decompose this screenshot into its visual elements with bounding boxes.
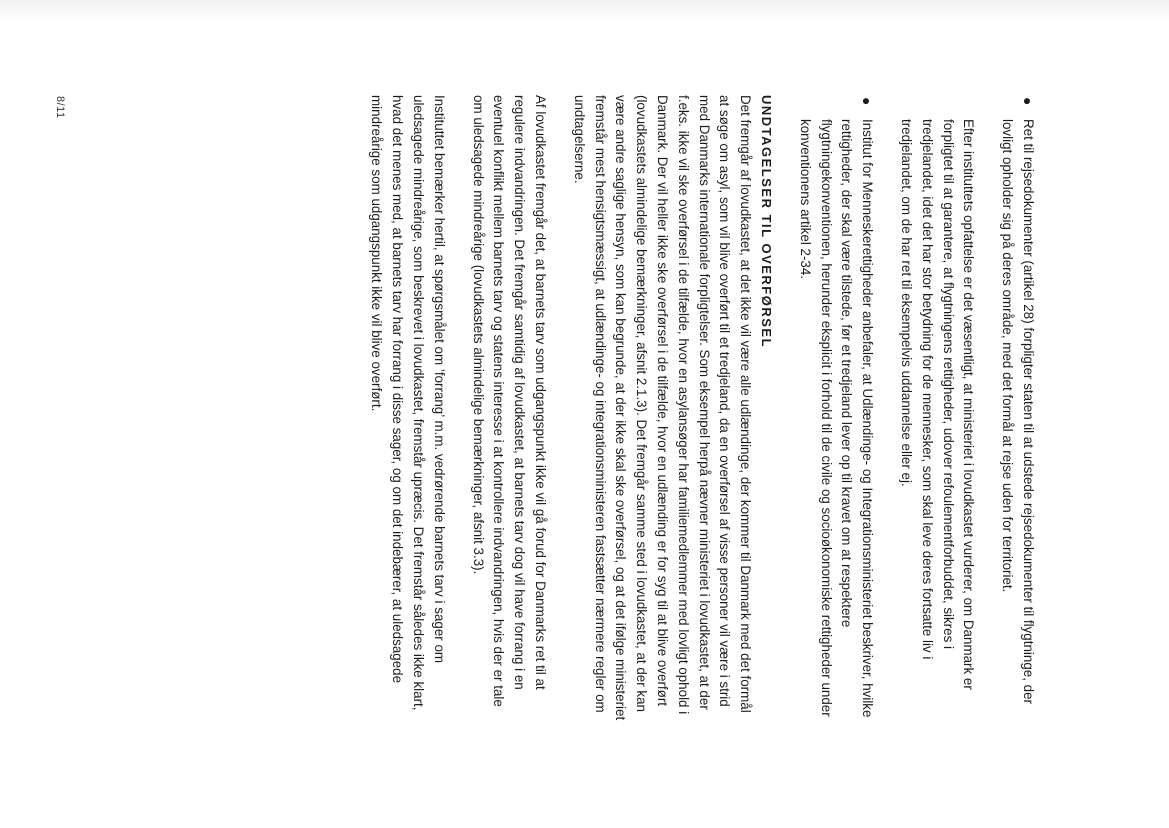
scan-edge-shadow	[0, 0, 1169, 22]
paragraph-exceptions: Det fremgår af lovudkastet, at det ikke vil være alle udlændinge, der kommer til Danmark med det formål at søge om asyl, som vil blive overført til et tredjeland, da en overførsel af visse personer vil være i strid med Danmarks internationale forpligtelser. Som eksempel herpå nævner ministeriet i lovudkastet, at der f.eks. ikke vil ske overførsel i de tilfælde, hvor en asylansøger har familiemedlemmer med lovligt ophold i Danmark. Der vil heller ikke ske overførsel i de tilfælde, hvor en udlænding er for syg til at blive overført (lovudkastets almindelige bemærkninger, afsnit 2.1.3). Det fremgår samme sted i lovudkastet, at der kan være andre saglige hensyn, som kan begrunde, at der ikke skal ske overførsel, og at det ifølge ministeriet fremstår mest hensigtsmæssigt, at udlændinge- og integrationsministeren fastsætter nærmere regler om undtagelserne.	[571, 95, 754, 721]
bullet-text: Ret til rejsedokumenter (artikel 28) forpligter staten til at udstede rejsedokumenter til flygtninge, der lovligt opholder sig på deres område, med det formål at rejse uden for territoriet.	[1000, 119, 1036, 705]
rotated-page-content	[348, 95, 1038, 725]
paragraph-institute-opinion: Efter instituttets opfattelse er det væsentligt, at ministeriet i lovudkastet vurderer, om Danmark er forpligtet til at garantere, at flygtningens rettigheder, udover refoulementforbuddet, sikres i tredjelandet, idet det har stor betydning for de mennesker, som skal leve deres fortsatte liv i tredjelandet, om de har ret til eksempelvis uddannelse eller ej.	[899, 119, 977, 690]
bullet-text: Institut for Menneskerettigheder anbefaler, at Udlændinge- og Integrationsministeriet beskriver, hvilke rettigheder, der skal være tilstede, før et tredjeland lever op til kravet om at respektere flygtningekonventionen, herunder eksplicit i forhold til de civile og socioøkonomiske rettigheder under konventionens artikel 2-34.	[797, 119, 876, 718]
page-number: 8/11	[54, 96, 66, 119]
bullet-item-travel-documents	[996, 95, 1038, 725]
bullet-icon: ●	[859, 97, 876, 106]
paragraph-child-best-interest: Af lovudkastet fremgår det, at barnets tarv som udgangspunkt ikke vil gå forud for Danmarks ret til at regulere indvandringen. Det fremgår samtidig af lovudkastet, at barnets tarv dog vil have forrang i en eventuel konflikt mellem barnets tarv og statens interesse i at kontrollere indvandringen, hvis der er tale om uledsagede mindreårige (lovudkastets almindelige bemærkninger, afsnit 3.3).	[470, 95, 549, 707]
bullet-item-recommendation	[794, 95, 877, 725]
paragraph-precedence-remark: Instituttet bemærker hertil, at spørgsmålet om ’forrang’ m.m. vedrørende barnets tarv i sager om uledsagede mindreårige, som beskrevet i lovudkastet, fremstår upræcis. Det fremstår således ikke klart, hvad det menes med, at barnets tarv har forrang i disse sager, og om det indebærer, at uledsagede mindreårige som udgangspunkt ikke vil blive overført.	[369, 95, 447, 711]
bullet-icon: ●	[1020, 97, 1036, 106]
section-heading: UNDTAGELSER TIL OVERFØRSEL	[759, 95, 775, 349]
